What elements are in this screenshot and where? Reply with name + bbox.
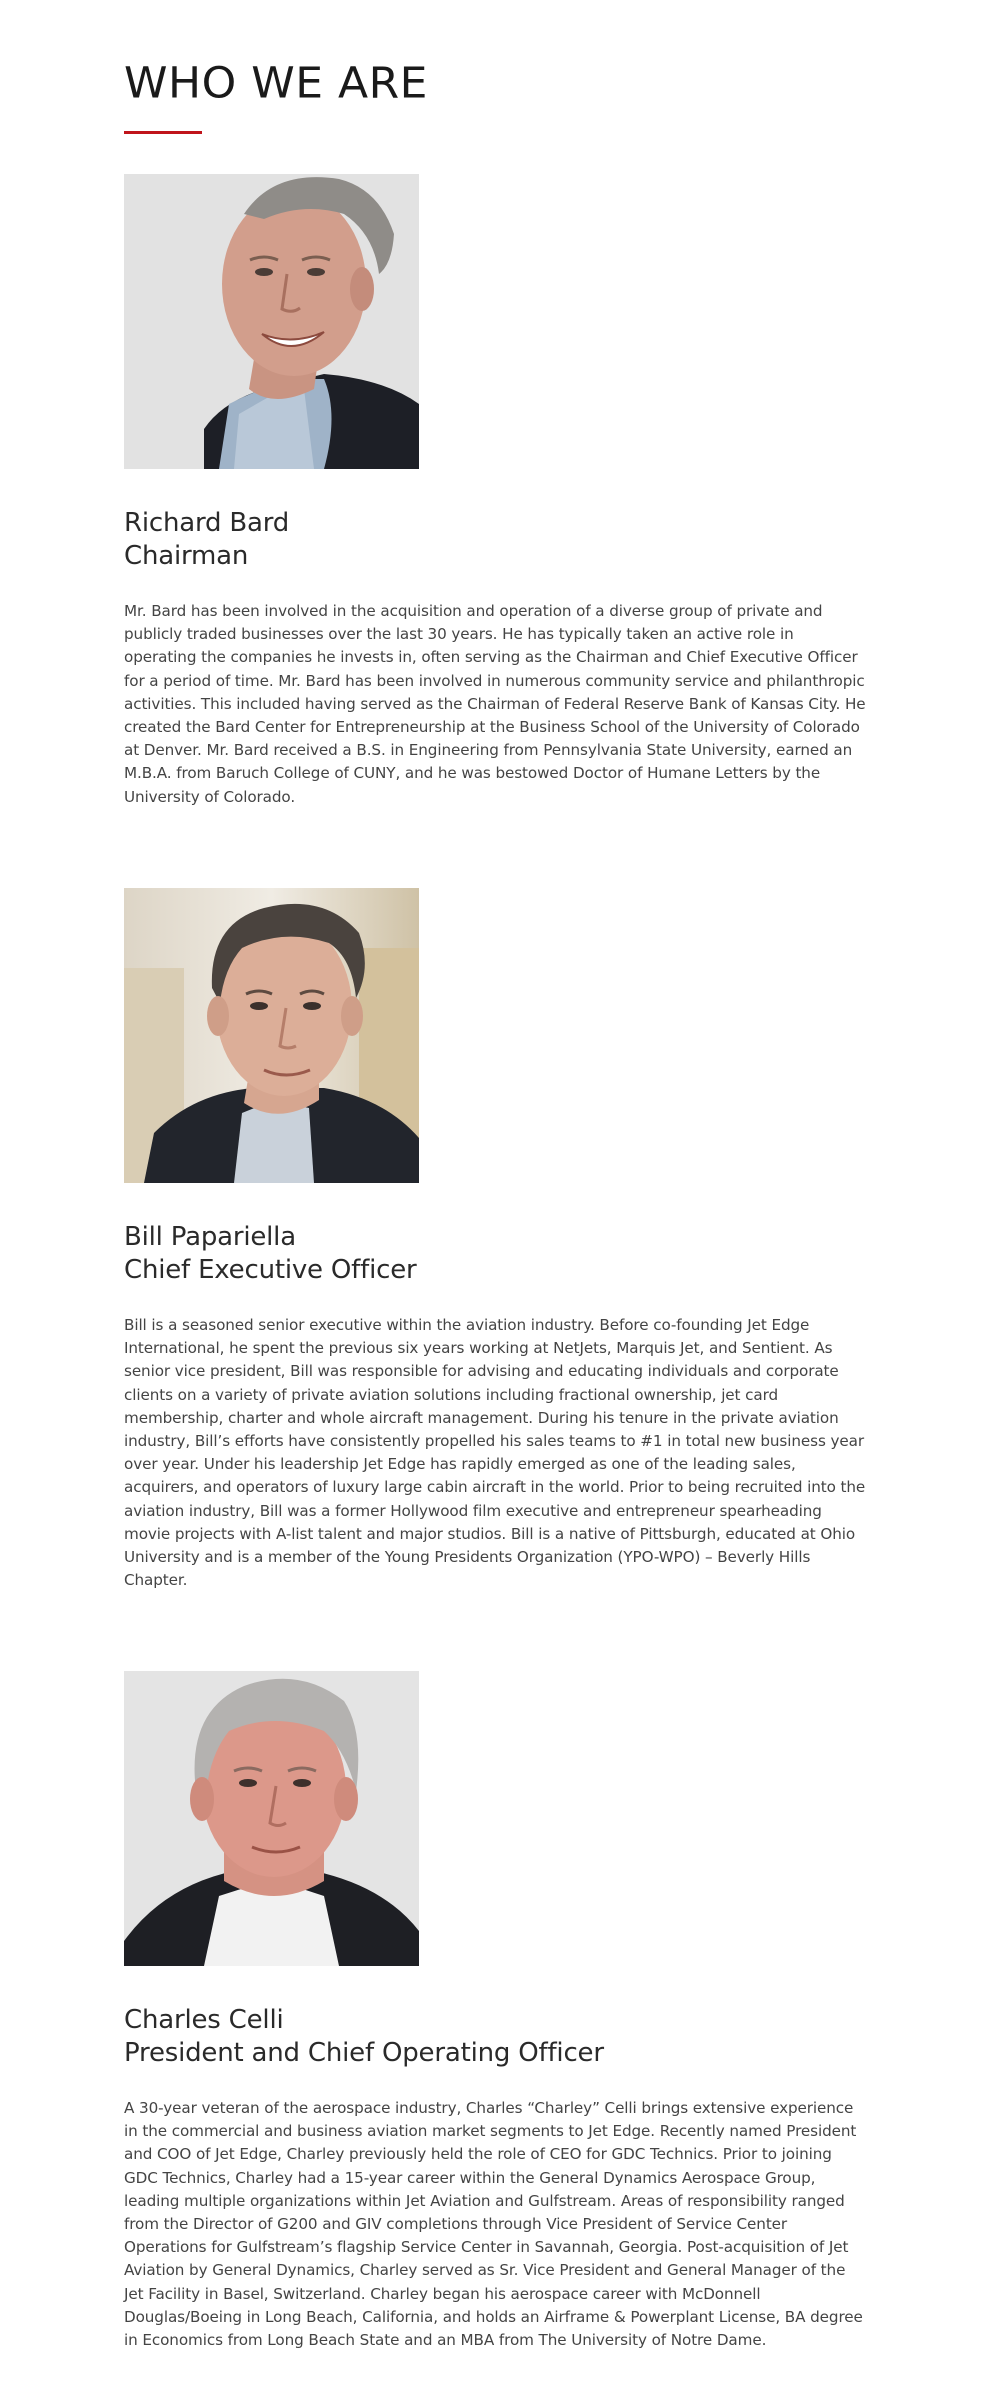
member-role: Chairman — [124, 541, 249, 571]
team-member-charles-celli — [124, 1671, 869, 2352]
portrait-charles-celli — [124, 1671, 419, 1966]
member-bio: Bill is a seasoned senior executive within the aviation industry. Before co-founding Jet Edge International, he spent the previous six years working at NetJets, Marquis Jet, and Sentient. As senior vice president, Bill was responsible for advising and educating individuals and corporate clients on a variety of private aviation solutions including fractional ownership, jet card membership, charter and whole aircraft management. During his tenure in the private aviation industry, Bill’s efforts have consistently propelled his sales teams to #1 in total new business year over year. Under his leadership Jet Edge has rapidly emerged as one of the leading sales, acquirers, and operators of luxury large cabin aircraft in the world. Prior to being recruited into the aviation industry, Bill was a former Hollywood film executive and entrepreneur spearheading movie projects with A-list talent and major studios. Bill is a native of Pittsburgh, educated at Ohio University and is a member of the Young Presidents Organization (YPO-WPO) – Beverly Hills Chapter. — [124, 1316, 866, 1590]
member-bio: A 30-year veteran of the aerospace industry, Charles “Charley” Celli brings extensive experience in the commercial and business aviation market segments to Jet Edge. Recently named President and COO of Jet Edge, Charley previously held the role of CEO for GDC Technics. Prior to joining GDC Technics, Charley had a 15-year career within the General Dynamics Aerospace Group, leading multiple organizations within Jet Aviation and Gulfstream. Areas of responsibility ranged from the Director of G200 and GIV completions through Vice President of Service Center Operations for Gulfstream’s flagship Service Center in Savannah, Georgia. Post-acquisition of Jet Aviation by General Dynamics, Charley served as Sr. Vice President and General Manager of the Jet Facility in Basel, Switzerland. Charley began his aerospace career with McDonnell Douglas/Boeing in Long Beach, California, and holds an Airframe & Powerplant License, BA degree in Economics from Long Beach State and an MBA from The University of Notre Dame. — [124, 2099, 863, 2350]
member-role: President and Chief Operating Officer — [124, 2038, 604, 2068]
member-heading — [124, 507, 869, 573]
portrait-richard-bard — [124, 174, 419, 469]
team-member-richard-bard — [124, 174, 869, 809]
member-heading — [124, 1221, 869, 1287]
member-name: Charles Celli — [124, 2005, 284, 2035]
member-name: Bill Papariella — [124, 1222, 296, 1252]
member-heading — [124, 2004, 869, 2070]
team-member-bill-papariella — [124, 888, 869, 1592]
member-role: Chief Executive Officer — [124, 1255, 417, 1285]
portrait-bill-papariella — [124, 888, 419, 1183]
title-underline — [124, 131, 202, 134]
section-title: WHO WE ARE — [124, 58, 428, 109]
member-name: Richard Bard — [124, 508, 290, 538]
member-bio: Mr. Bard has been involved in the acquisition and operation of a diverse group of private and publicly traded businesses over the last 30 years. He has typically taken an active role in operating the companies he invests in, often serving as the Chairman and Chief Executive Officer for a period of time. Mr. Bard has been involved in numerous community service and philanthropic activities. This included having served as the Chairman of Federal Reserve Bank of Kansas City. He created the Bard Center for Entrepreneurship at the Business School of the University of Colorado at Denver. Mr. Bard received a B.S. in Engineering from Pennsylvania State University, earned an M.B.A. from Baruch College of CUNY, and he was bestowed Doctor of Humane Letters by the University of Colorado. — [124, 602, 866, 806]
